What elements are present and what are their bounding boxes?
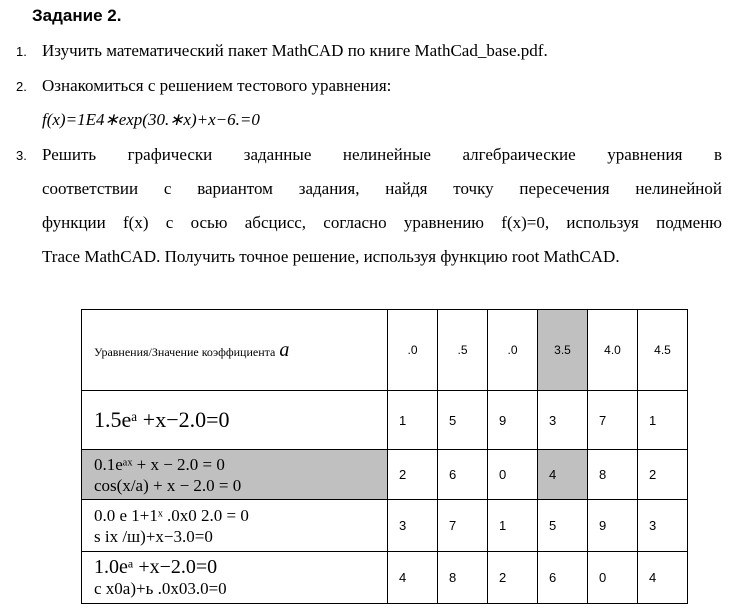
table-header-row bbox=[82, 310, 688, 391]
item-text-line: соответствии с вариантом задания, найдя точку пересечения нелинейной bbox=[42, 179, 722, 198]
header-label: Уравнения/Значение коэффициента bbox=[94, 344, 276, 359]
table-cell: 4 bbox=[388, 552, 438, 604]
table-cell: 1 bbox=[638, 391, 688, 450]
task-heading: Задание 2. bbox=[32, 6, 122, 25]
equation: 1.5eᵃ +x−2.0=0 bbox=[94, 407, 230, 432]
table-cell: 0 bbox=[588, 552, 638, 604]
table-cell: 2 bbox=[638, 450, 688, 500]
list-item-3 bbox=[16, 138, 722, 274]
test-equation: f(x)=1E4∗exp(30.∗x)+x−6.=0 bbox=[42, 110, 260, 129]
header-value: 4.0 bbox=[588, 310, 638, 391]
equation: cos(x/a) + x − 2.0 = 0 bbox=[94, 475, 242, 495]
equation: c x0a)+ь .0x03.0=0 bbox=[94, 578, 227, 598]
header-value: 4.5 bbox=[638, 310, 688, 391]
item-text: Ознакомиться с решением тестового уравнения: bbox=[42, 76, 392, 95]
equation: 1.0eᵃ +x−2.0=0 bbox=[94, 555, 218, 578]
table-row bbox=[82, 450, 688, 500]
header-value: .0 bbox=[488, 310, 538, 391]
table-cell: 7 bbox=[588, 391, 638, 450]
table-cell: 5 bbox=[438, 391, 488, 450]
variants-table bbox=[81, 309, 688, 604]
list-number: 3. bbox=[16, 148, 27, 163]
equation-cell bbox=[82, 500, 388, 552]
list-number: 1. bbox=[16, 44, 27, 59]
table-cell: 6 bbox=[438, 450, 488, 500]
table-cell: 5 bbox=[538, 500, 588, 552]
equation-cell bbox=[82, 391, 388, 450]
header-value: .5 bbox=[438, 310, 488, 391]
table-cell: 4 bbox=[638, 552, 688, 604]
table-cell-highlighted: 4 bbox=[538, 450, 588, 500]
item-text-line: Решить графически заданные нелинейные алгебраические уравнения в bbox=[42, 145, 722, 164]
list-item-2 bbox=[16, 69, 722, 137]
list-number: 2. bbox=[16, 79, 27, 94]
header-symbol: a bbox=[279, 338, 290, 361]
header-value: .0 bbox=[388, 310, 438, 391]
table-cell: 0 bbox=[488, 450, 538, 500]
table-cell: 3 bbox=[538, 391, 588, 450]
equation-cell-highlighted bbox=[82, 450, 388, 500]
table-cell: 1 bbox=[388, 391, 438, 450]
equation: s ix /ш)+x−3.0=0 bbox=[94, 526, 213, 546]
equation: 0.1eᵃˣ + x − 2.0 = 0 bbox=[94, 454, 225, 474]
table-cell: 7 bbox=[438, 500, 488, 552]
item-text-line: Trace MathCAD. Получить точное решение, используя функцию root MathCAD. bbox=[42, 247, 620, 266]
list-item-1 bbox=[16, 34, 722, 68]
table-cell: 2 bbox=[388, 450, 438, 500]
table-cell: 9 bbox=[588, 500, 638, 552]
table-cell: 2 bbox=[488, 552, 538, 604]
table-cell: 3 bbox=[638, 500, 688, 552]
table-row bbox=[82, 552, 688, 604]
table-cell: 9 bbox=[488, 391, 538, 450]
table-cell: 8 bbox=[588, 450, 638, 500]
header-label-cell bbox=[82, 310, 388, 391]
table-row bbox=[82, 500, 688, 552]
item-text-line: функции f(x) с осью абсцисс, согласно уравнению f(x)=0, используя подменю bbox=[42, 213, 722, 232]
equation: 0.0 e 1+1ˣ .0x0 2.0 = 0 bbox=[94, 505, 249, 525]
table-cell: 6 bbox=[538, 552, 588, 604]
item-text: Изучить математический пакет MathCAD по книге MathCad_base.pdf. bbox=[42, 41, 548, 60]
header-value-highlighted: 3.5 bbox=[538, 310, 588, 391]
table-row bbox=[82, 391, 688, 450]
table-cell: 3 bbox=[388, 500, 438, 552]
table-cell: 8 bbox=[438, 552, 488, 604]
table-cell: 1 bbox=[488, 500, 538, 552]
equation-cell bbox=[82, 552, 388, 604]
